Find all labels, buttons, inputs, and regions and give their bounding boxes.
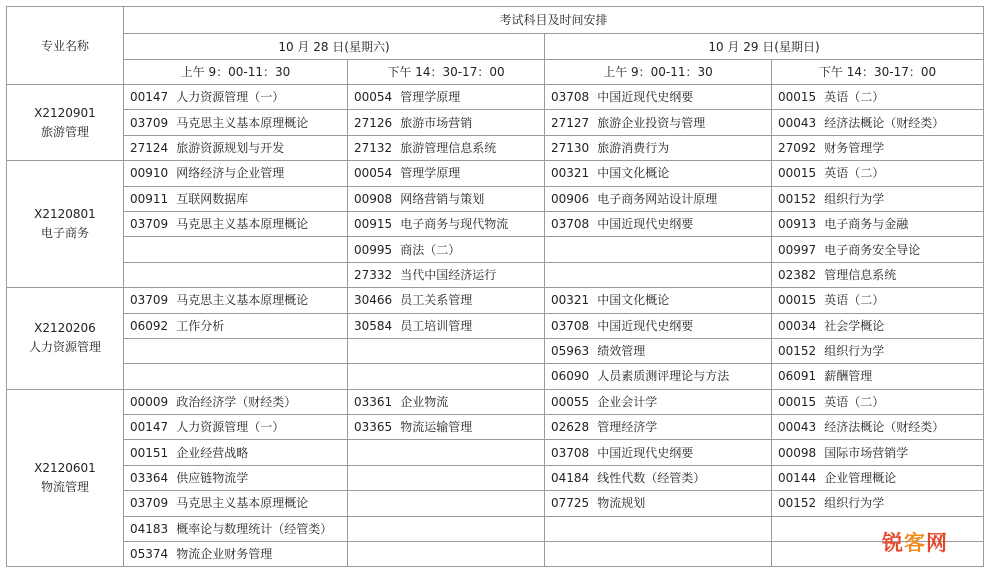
course-cell bbox=[124, 135, 348, 160]
course-code: 00015 bbox=[778, 293, 817, 308]
course-name: 企业管理概论 bbox=[824, 471, 897, 486]
course-cell bbox=[545, 338, 772, 363]
course-cell bbox=[348, 110, 545, 135]
course-cell bbox=[545, 516, 772, 541]
course-cell bbox=[348, 491, 545, 516]
course-code: 03708 bbox=[551, 318, 590, 333]
course-name: 旅游管理信息系统 bbox=[400, 140, 497, 155]
course-name: 国际市场营销学 bbox=[824, 445, 909, 460]
day2-am-slot: 上午 9：00-11：30 bbox=[545, 60, 772, 85]
course-cell bbox=[348, 389, 545, 414]
course-code: 00054 bbox=[354, 90, 393, 105]
course-cell bbox=[124, 186, 348, 211]
course-code: 00034 bbox=[778, 318, 817, 333]
course-cell bbox=[124, 440, 348, 465]
course-cell bbox=[545, 237, 772, 262]
course-code: 05374 bbox=[130, 547, 169, 562]
course-name: 管理学原理 bbox=[400, 166, 461, 181]
course-code: 00055 bbox=[551, 394, 590, 409]
course-name: 管理经济学 bbox=[597, 420, 658, 435]
major-cell bbox=[7, 389, 124, 567]
course-name: 经济法概论（财经类） bbox=[824, 115, 945, 130]
table-row bbox=[7, 491, 984, 516]
course-cell bbox=[348, 313, 545, 338]
course-code: 03708 bbox=[551, 217, 590, 232]
course-cell bbox=[545, 491, 772, 516]
course-cell bbox=[772, 237, 984, 262]
course-cell bbox=[545, 364, 772, 389]
course-code: 03708 bbox=[551, 445, 590, 460]
major-cell bbox=[7, 288, 124, 390]
course-name: 中国近现代史纲要 bbox=[597, 90, 694, 105]
course-code: 00144 bbox=[778, 471, 817, 486]
table-row bbox=[7, 110, 984, 135]
course-name: 网络营销与策划 bbox=[400, 191, 485, 206]
course-code: 00043 bbox=[778, 115, 817, 130]
course-code: 00915 bbox=[354, 217, 393, 232]
course-name: 员工关系管理 bbox=[400, 293, 473, 308]
course-name: 社会学概论 bbox=[824, 318, 885, 333]
course-name: 电子商务与现代物流 bbox=[400, 217, 509, 232]
course-code: 02382 bbox=[778, 267, 817, 282]
course-cell bbox=[545, 542, 772, 567]
course-cell bbox=[348, 186, 545, 211]
table-row bbox=[7, 415, 984, 440]
course-cell bbox=[545, 389, 772, 414]
course-cell bbox=[545, 465, 772, 490]
table-row bbox=[7, 364, 984, 389]
schedule-body bbox=[7, 7, 984, 567]
course-code: 00147 bbox=[130, 90, 169, 105]
course-cell bbox=[545, 110, 772, 135]
major-name: 物流管理 bbox=[40, 480, 89, 495]
course-name: 财务管理学 bbox=[824, 140, 885, 155]
course-code: 00098 bbox=[778, 445, 817, 460]
course-cell bbox=[348, 415, 545, 440]
table-row bbox=[7, 288, 984, 313]
course-code: 27132 bbox=[354, 140, 393, 155]
course-cell bbox=[545, 262, 772, 287]
course-cell bbox=[124, 415, 348, 440]
course-cell bbox=[545, 415, 772, 440]
course-cell bbox=[124, 491, 348, 516]
course-cell bbox=[348, 542, 545, 567]
table-row bbox=[7, 465, 984, 490]
course-name: 中国文化概论 bbox=[597, 166, 670, 181]
course-code: 03709 bbox=[130, 293, 169, 308]
course-code: 00321 bbox=[551, 166, 590, 181]
course-name: 物流企业财务管理 bbox=[176, 547, 273, 562]
major-cell bbox=[7, 85, 124, 161]
course-name: 马克思主义基本原理概论 bbox=[176, 115, 309, 130]
major-name: 旅游管理 bbox=[40, 124, 89, 139]
course-code: 00152 bbox=[778, 191, 817, 206]
course-code: 00043 bbox=[778, 420, 817, 435]
course-cell bbox=[772, 465, 984, 490]
course-code: 27127 bbox=[551, 115, 590, 130]
course-cell bbox=[545, 440, 772, 465]
course-cell bbox=[124, 237, 348, 262]
course-cell bbox=[772, 440, 984, 465]
course-code: 02628 bbox=[551, 420, 590, 435]
course-code: 27130 bbox=[551, 140, 590, 155]
course-code: 07725 bbox=[551, 496, 590, 511]
course-code: 03364 bbox=[130, 471, 169, 486]
course-code: 06091 bbox=[778, 369, 817, 384]
course-name: 人员素质测评理论与方法 bbox=[597, 369, 730, 384]
major-name: 人力资源管理 bbox=[28, 340, 101, 355]
course-name: 当代中国经济运行 bbox=[400, 267, 497, 282]
course-name: 英语（二） bbox=[824, 293, 885, 308]
course-code: 00151 bbox=[130, 445, 169, 460]
course-cell bbox=[772, 262, 984, 287]
course-cell bbox=[772, 516, 984, 541]
table-row bbox=[7, 338, 984, 363]
course-code: 04184 bbox=[551, 471, 590, 486]
course-cell bbox=[124, 85, 348, 110]
day1-header: 10 月 28 日(星期六) bbox=[124, 34, 545, 60]
course-cell bbox=[545, 211, 772, 236]
course-cell bbox=[348, 364, 545, 389]
major-code: X2120206 bbox=[34, 321, 96, 336]
course-cell bbox=[124, 542, 348, 567]
course-code: 00321 bbox=[551, 293, 590, 308]
course-code: 00015 bbox=[778, 394, 817, 409]
course-name: 旅游资源规划与开发 bbox=[176, 140, 285, 155]
course-cell bbox=[772, 313, 984, 338]
course-code: 00015 bbox=[778, 90, 817, 105]
course-cell bbox=[545, 313, 772, 338]
course-name: 商法（二） bbox=[400, 242, 461, 257]
course-cell bbox=[124, 389, 348, 414]
course-cell bbox=[545, 85, 772, 110]
course-code: 03709 bbox=[130, 496, 169, 511]
table-row bbox=[7, 516, 984, 541]
course-code: 00152 bbox=[778, 496, 817, 511]
course-name: 政治经济学（财经类） bbox=[176, 394, 297, 409]
major-code: X2120801 bbox=[34, 207, 96, 222]
course-cell bbox=[348, 85, 545, 110]
course-cell bbox=[772, 389, 984, 414]
course-name: 组织行为学 bbox=[824, 191, 885, 206]
course-cell bbox=[772, 186, 984, 211]
course-cell bbox=[772, 491, 984, 516]
course-cell bbox=[772, 542, 984, 567]
course-code: 03361 bbox=[354, 394, 393, 409]
course-name: 企业经营战略 bbox=[176, 445, 249, 460]
course-cell bbox=[348, 262, 545, 287]
course-cell bbox=[124, 313, 348, 338]
table-row bbox=[7, 186, 984, 211]
course-cell bbox=[124, 288, 348, 313]
day1-pm-slot: 下午 14：30-17：00 bbox=[348, 60, 545, 85]
course-name: 中国近现代史纲要 bbox=[597, 445, 694, 460]
exam-schedule-table bbox=[6, 6, 984, 567]
course-code: 27124 bbox=[130, 140, 169, 155]
schedule-title: 考试科目及时间安排 bbox=[124, 7, 984, 34]
course-cell bbox=[124, 262, 348, 287]
course-cell bbox=[772, 415, 984, 440]
table-row bbox=[7, 262, 984, 287]
course-name: 物流运输管理 bbox=[400, 420, 473, 435]
course-name: 中国近现代史纲要 bbox=[597, 318, 694, 333]
course-code: 00908 bbox=[354, 191, 393, 206]
major-name: 电子商务 bbox=[40, 226, 89, 241]
course-name: 旅游市场营销 bbox=[400, 115, 473, 130]
course-name: 组织行为学 bbox=[824, 496, 885, 511]
major-column-header: 专业名称 bbox=[7, 7, 124, 85]
course-name: 工作分析 bbox=[176, 318, 225, 333]
course-name: 人力资源管理（一） bbox=[176, 90, 285, 105]
course-cell bbox=[348, 440, 545, 465]
course-code: 00015 bbox=[778, 166, 817, 181]
course-name: 马克思主义基本原理概论 bbox=[176, 217, 309, 232]
table-row bbox=[7, 313, 984, 338]
course-code: 05963 bbox=[551, 344, 590, 359]
course-name: 管理学原理 bbox=[400, 90, 461, 105]
course-name: 经济法概论（财经类） bbox=[824, 420, 945, 435]
course-cell bbox=[772, 85, 984, 110]
table-row bbox=[7, 389, 984, 414]
course-cell bbox=[545, 288, 772, 313]
course-name: 英语（二） bbox=[824, 394, 885, 409]
course-name: 薪酬管理 bbox=[824, 369, 873, 384]
course-name: 电子商务网站设计原理 bbox=[597, 191, 718, 206]
course-code: 27126 bbox=[354, 115, 393, 130]
course-cell bbox=[545, 161, 772, 186]
course-cell bbox=[124, 465, 348, 490]
course-name: 绩效管理 bbox=[597, 344, 646, 359]
table-row bbox=[7, 211, 984, 236]
course-name: 英语（二） bbox=[824, 166, 885, 181]
course-code: 00009 bbox=[130, 394, 169, 409]
course-cell bbox=[772, 161, 984, 186]
course-name: 组织行为学 bbox=[824, 344, 885, 359]
course-code: 27092 bbox=[778, 140, 817, 155]
course-name: 线性代数（经管类） bbox=[597, 471, 706, 486]
course-name: 马克思主义基本原理概论 bbox=[176, 496, 309, 511]
course-name: 管理信息系统 bbox=[824, 267, 897, 282]
course-name: 企业会计学 bbox=[597, 394, 658, 409]
course-code: 06090 bbox=[551, 369, 590, 384]
course-name: 员工培训管理 bbox=[400, 318, 473, 333]
course-name: 概率论与数理统计（经管类） bbox=[176, 521, 333, 536]
table-row bbox=[7, 440, 984, 465]
course-name: 中国文化概论 bbox=[597, 293, 670, 308]
major-code: X2120601 bbox=[34, 461, 96, 476]
course-name: 物流规划 bbox=[597, 496, 646, 511]
course-name: 电子商务与金融 bbox=[824, 217, 909, 232]
course-name: 人力资源管理（一） bbox=[176, 420, 285, 435]
course-cell bbox=[348, 288, 545, 313]
course-cell bbox=[772, 364, 984, 389]
course-code: 30466 bbox=[354, 293, 393, 308]
course-cell bbox=[545, 135, 772, 160]
course-code: 03708 bbox=[551, 90, 590, 105]
course-cell bbox=[348, 237, 545, 262]
course-code: 00152 bbox=[778, 344, 817, 359]
course-cell bbox=[124, 110, 348, 135]
course-cell bbox=[124, 364, 348, 389]
course-name: 企业物流 bbox=[400, 394, 449, 409]
course-cell bbox=[124, 161, 348, 186]
course-cell bbox=[348, 161, 545, 186]
course-cell bbox=[772, 135, 984, 160]
course-name: 旅游消费行为 bbox=[597, 140, 670, 155]
course-code: 00147 bbox=[130, 420, 169, 435]
major-cell bbox=[7, 161, 124, 288]
course-name: 英语（二） bbox=[824, 90, 885, 105]
course-cell bbox=[348, 516, 545, 541]
course-code: 00054 bbox=[354, 166, 393, 181]
course-code: 00906 bbox=[551, 191, 590, 206]
course-code: 00911 bbox=[130, 191, 169, 206]
course-code: 27332 bbox=[354, 267, 393, 282]
course-cell bbox=[124, 338, 348, 363]
course-name: 网络经济与企业管理 bbox=[176, 166, 285, 181]
course-cell bbox=[772, 110, 984, 135]
site-watermark-logo: 锐客网 bbox=[882, 531, 948, 555]
course-name: 互联网数据库 bbox=[176, 191, 249, 206]
course-name: 马克思主义基本原理概论 bbox=[176, 293, 309, 308]
course-code: 06092 bbox=[130, 318, 169, 333]
course-code: 00910 bbox=[130, 166, 169, 181]
course-cell bbox=[772, 211, 984, 236]
course-name: 供应链物流学 bbox=[176, 471, 249, 486]
course-code: 30584 bbox=[354, 318, 393, 333]
course-cell bbox=[348, 338, 545, 363]
course-code: 03709 bbox=[130, 115, 169, 130]
course-cell bbox=[124, 211, 348, 236]
table-row bbox=[7, 542, 984, 567]
major-code: X2120901 bbox=[34, 105, 96, 120]
course-name: 电子商务安全导论 bbox=[824, 242, 921, 257]
course-name: 中国近现代史纲要 bbox=[597, 217, 694, 232]
day2-header: 10 月 29 日(星期日) bbox=[545, 34, 984, 60]
course-code: 00997 bbox=[778, 242, 817, 257]
table-row bbox=[7, 85, 984, 110]
course-cell bbox=[124, 516, 348, 541]
table-row bbox=[7, 237, 984, 262]
course-name: 旅游企业投资与管理 bbox=[597, 115, 706, 130]
course-code: 00995 bbox=[354, 242, 393, 257]
course-cell bbox=[772, 288, 984, 313]
course-cell bbox=[348, 211, 545, 236]
table-row bbox=[7, 161, 984, 186]
course-code: 04183 bbox=[130, 521, 169, 536]
course-cell bbox=[545, 186, 772, 211]
course-code: 03365 bbox=[354, 420, 393, 435]
course-cell bbox=[348, 135, 545, 160]
course-cell bbox=[772, 338, 984, 363]
course-code: 03709 bbox=[130, 217, 169, 232]
table-row bbox=[7, 135, 984, 160]
course-code: 00913 bbox=[778, 217, 817, 232]
course-cell bbox=[348, 465, 545, 490]
day2-pm-slot: 下午 14：30-17：00 bbox=[772, 60, 984, 85]
day1-am-slot: 上午 9：00-11：30 bbox=[124, 60, 348, 85]
